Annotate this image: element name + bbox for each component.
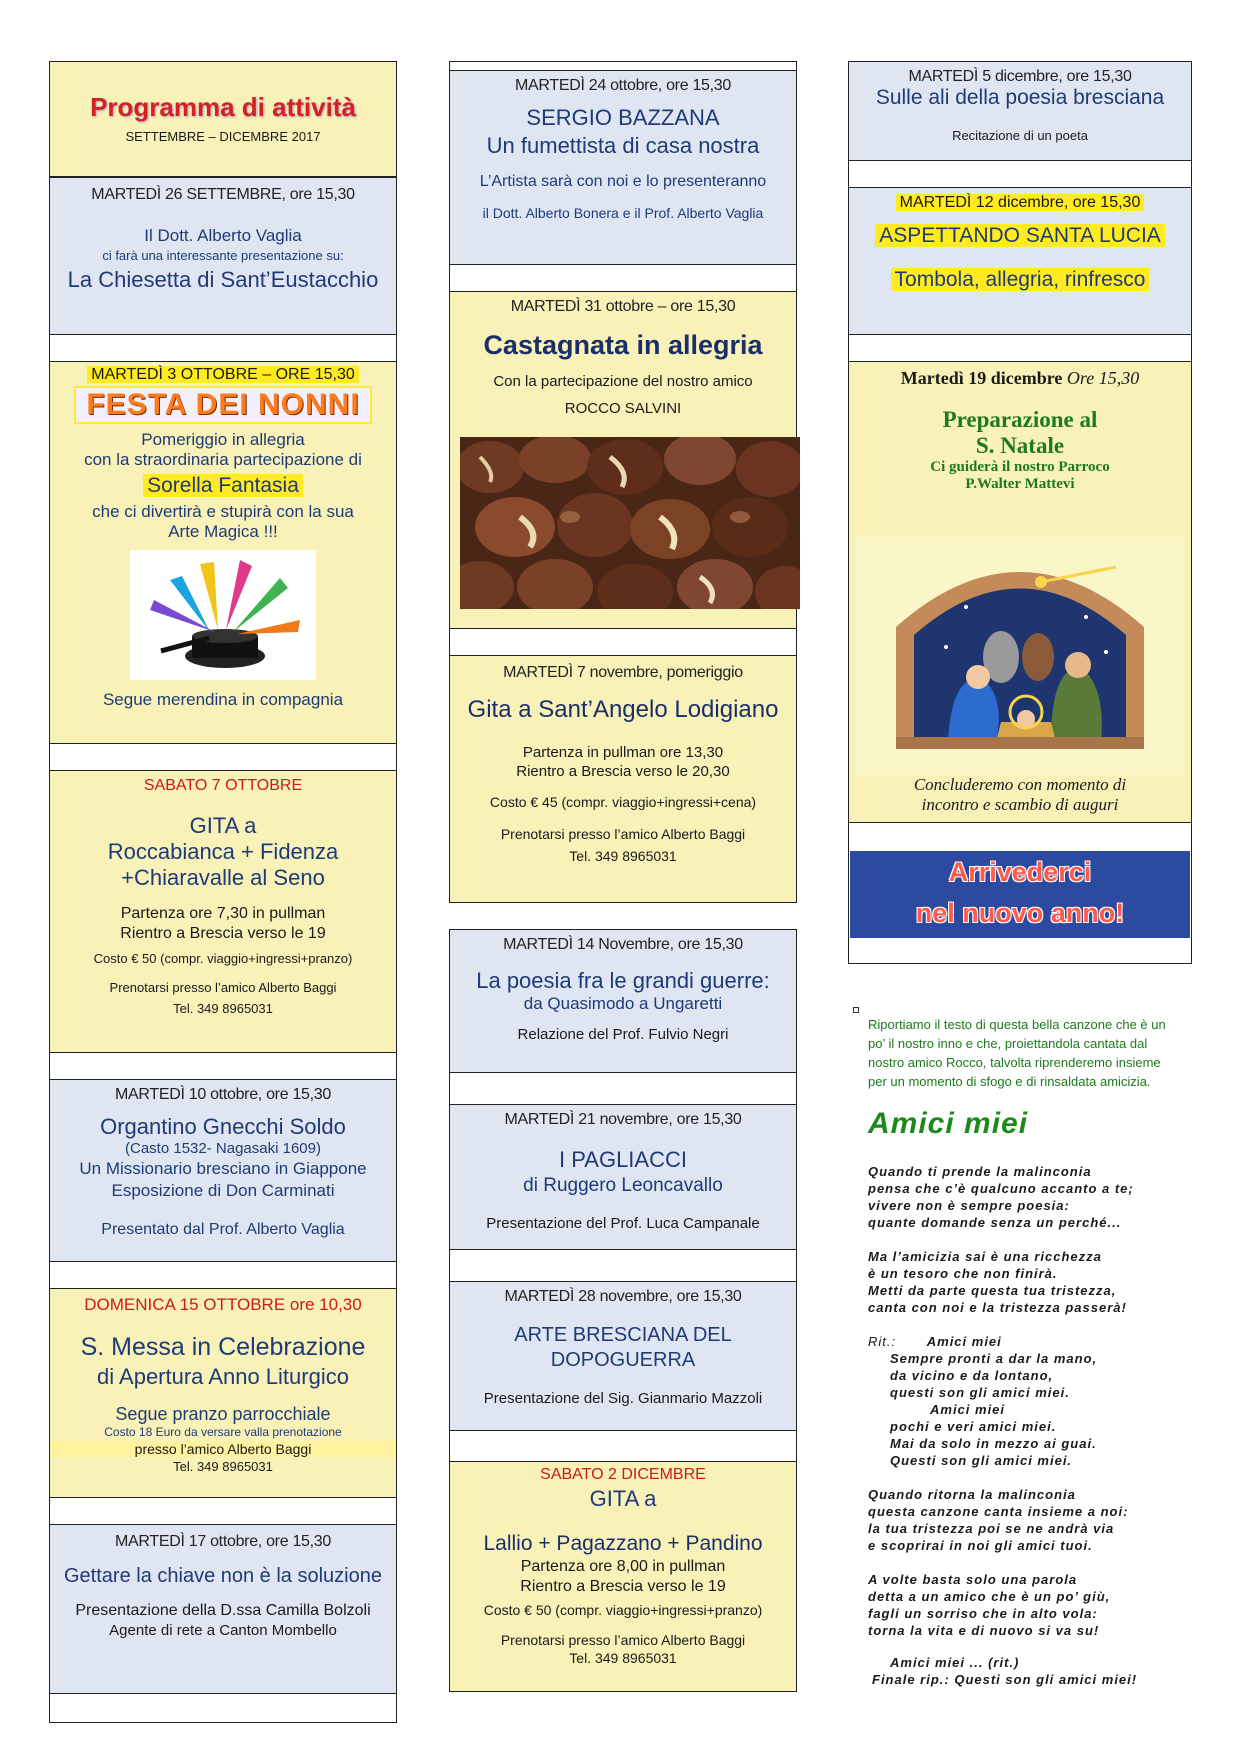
event-date: MARTEDÌ 10 ottobre, ore 15,30 xyxy=(114,1086,331,1103)
lyric-line: pochi e veri amici miei. xyxy=(890,1419,1057,1434)
event-title: +Chiaravalle al Seno xyxy=(121,865,325,890)
lyric-line: e scoprirai in noi gli amici tuoi. xyxy=(868,1538,1093,1553)
event-card xyxy=(449,655,797,903)
event-title: Un fumettista di casa nostra xyxy=(486,133,760,158)
event-date: MARTEDÌ 31 ottobre – ore 15,30 xyxy=(510,298,736,315)
event-title: S. Messa in Celebrazione xyxy=(80,1333,366,1361)
event-text: Con la partecipazione del nostro amico xyxy=(493,373,753,390)
lyric-line: Ma l’amicizia sai è una ricchezza xyxy=(868,1249,1102,1264)
refrain-label: Rit.: xyxy=(868,1334,897,1349)
stanza xyxy=(868,1248,1198,1316)
event-text: Presentazione della D.ssa Camilla Bolzoli xyxy=(75,1602,371,1619)
lyric-line: Sempre pronti a dar la mano, xyxy=(890,1351,1098,1366)
event-date: MARTEDÌ 14 Novembre, ore 15,30 xyxy=(503,936,743,953)
event-card xyxy=(49,177,397,335)
event-date: MARTEDÌ 7 novembre, pomeriggio xyxy=(503,664,743,681)
lyric-line: questi son gli amici miei. xyxy=(890,1385,1070,1400)
bullet-marker xyxy=(853,1007,859,1013)
event-detail: Rientro a Brescia verso le 19 xyxy=(520,1578,726,1595)
event-title: Preparazione al xyxy=(942,407,1098,432)
event-text: il Dott. Alberto Bonera e il Prof. Alberto Vaglia xyxy=(482,205,764,221)
event-title: Gita a Sant’Angelo Lodigiano xyxy=(467,696,779,723)
magic-hat-icon xyxy=(130,550,316,680)
event-subtitle-wrap xyxy=(849,268,1191,292)
event-text: Pomeriggio in allegria xyxy=(141,430,305,449)
event-date: MARTEDÌ 26 SETTEMBRE, ore 15,30 xyxy=(91,186,355,203)
event-text: con la straordinaria partecipazione di xyxy=(84,450,362,469)
stanza xyxy=(868,1163,1198,1231)
event-card xyxy=(449,929,797,1073)
event-text: P.Walter Mattevi xyxy=(965,476,1075,492)
event-text: Un Missionario bresciano in Giappone xyxy=(79,1159,367,1178)
event-title: Roccabianca + Fidenza xyxy=(107,839,339,864)
event-text: Ci guiderà il nostro Parroco xyxy=(930,459,1110,475)
lyric-line: da vicino e da lontano, xyxy=(890,1368,1054,1383)
song-title: Amici miei xyxy=(868,1107,1029,1140)
event-title: Sulle ali della poesia bresciana xyxy=(875,86,1165,109)
event-title: di Apertura Anno Liturgico xyxy=(97,1364,349,1389)
event-date: DOMENICA 15 OTTOBRE ore 10,30 xyxy=(84,1295,362,1314)
event-title: DOPOGUERRA xyxy=(550,1349,696,1371)
guest-name: ROCCO SALVINI xyxy=(564,400,682,417)
guest-name-wrap xyxy=(50,474,396,498)
event-footer: Presentato dal Prof. Alberto Vaglia xyxy=(101,1221,345,1238)
event-text: Il Dott. Alberto Vaglia xyxy=(144,226,302,245)
event-card xyxy=(848,187,1192,335)
event-title: GITA a xyxy=(589,1486,657,1511)
lyric-line: torna la vita e di nuovo si va su! xyxy=(868,1623,1100,1638)
song-intro-line: nostro amico Rocco, talvolta riprenderemo insieme xyxy=(868,1055,1161,1070)
lyric-line: Amici miei ... (rit.) xyxy=(890,1655,1020,1670)
event-text: Relazione del Prof. Fulvio Negri xyxy=(517,1026,729,1043)
phone-number: Tel. 349 8965031 xyxy=(569,1650,677,1666)
song-intro-line: po’ il nostro inno e che, proiettandola cantata dal xyxy=(868,1036,1148,1051)
lyric-line: Amici miei xyxy=(930,1402,1006,1417)
lyric-line: vivere non è sempre poesia: xyxy=(868,1198,1070,1213)
lyric-line: Finale rip.: Questi son gli amici miei! xyxy=(872,1672,1138,1687)
phone-number: Tel. 349 8965031 xyxy=(173,1001,273,1016)
event-text: Costo 18 Euro da versare valla prenotazione xyxy=(104,1425,342,1439)
lyric-line: canta con noi e la tristezza passerà! xyxy=(868,1300,1127,1315)
guest-name: Sorella Fantasia xyxy=(143,474,303,497)
chestnuts-icon xyxy=(460,437,800,609)
event-text: Arte Magica !!! xyxy=(168,522,278,541)
event-title: I PAGLIACCI xyxy=(559,1147,687,1172)
event-card xyxy=(49,1288,397,1498)
event-card xyxy=(49,770,397,1053)
event-subtitle: Tombola, allegria, rinfresco xyxy=(891,268,1150,291)
event-title: Castagnata in allegria xyxy=(483,330,763,360)
event-date-day: Martedì 19 dicembre xyxy=(900,368,1063,388)
lyric-line xyxy=(868,1333,1198,1350)
lyric-line: pensa che c’è qualcuno accanto a te; xyxy=(868,1181,1134,1196)
nativity-image xyxy=(856,537,1184,775)
event-text: L’Artista sarà con noi e lo presenteranno xyxy=(479,173,767,190)
song-ending xyxy=(868,1654,1198,1688)
event-title: SERGIO BAZZANA xyxy=(526,105,720,130)
event-title: ASPETTANDO SANTA LUCIA xyxy=(875,224,1165,247)
event-title: La poesia fra le grandi guerre: xyxy=(476,968,770,993)
event-date: MARTEDÌ 21 novembre, ore 15,30 xyxy=(504,1111,742,1128)
event-title: Organtino Gnecchi Soldo xyxy=(100,1114,346,1139)
event-card xyxy=(848,61,1192,161)
event-date: SABATO 7 OTTOBRE xyxy=(143,777,303,794)
lyric-line: A volte basta solo una parola xyxy=(868,1572,1078,1587)
event-text: che ci divertirà e stupirà con la sua xyxy=(92,502,354,521)
event-card xyxy=(49,1524,397,1694)
event-footer-line: Concluderemo con momento di xyxy=(913,775,1127,794)
song-intro-line: Riportiamo il testo di questa bella canzone che è un xyxy=(868,1017,1166,1032)
event-date xyxy=(849,194,1191,212)
event-detail: Partenza ore 7,30 in pullman xyxy=(120,905,326,922)
event-card xyxy=(449,1104,797,1250)
lyric-line: è un tesoro che non finirà. xyxy=(868,1266,1058,1281)
event-date xyxy=(50,366,396,384)
event-date: MARTEDÌ 5 dicembre, ore 15,30 xyxy=(908,68,1132,85)
event-date: SABATO 2 DICEMBRE xyxy=(540,1466,706,1483)
nativity-icon xyxy=(856,537,1184,775)
lyric-line: quante domande senza un perché... xyxy=(868,1215,1122,1230)
event-card xyxy=(449,70,797,265)
event-card xyxy=(449,1461,797,1692)
refrain-first: Amici miei xyxy=(926,1334,1002,1349)
event-date-text: MARTEDÌ 3 OTTOBRE – ORE 15,30 xyxy=(87,366,359,383)
booking-info: Prenotarsi presso l’amico Alberto Baggi xyxy=(500,1632,746,1648)
event-title: Gettare la chiave non è la soluzione xyxy=(64,1565,382,1587)
lyric-line: questa canzone canta insieme a noi: xyxy=(868,1504,1129,1519)
event-detail: Rientro a Brescia verso le 19 xyxy=(120,925,326,942)
event-cost: Costo € 45 (compr. viaggio+ingressi+cena) xyxy=(489,794,757,810)
page-subtitle: SETTEMBRE – DICEMBRE 2017 xyxy=(125,129,321,144)
program-header xyxy=(49,61,397,177)
lyric-line: fagli un sorriso che in alto vola: xyxy=(868,1606,1098,1621)
lyric-line: Questi son gli amici miei. xyxy=(890,1453,1073,1468)
magic-hat-image xyxy=(130,550,316,680)
lyric-line: Mai da solo in mezzo ai guai. xyxy=(890,1436,1097,1451)
event-text: Recitazione di un poeta xyxy=(952,128,1088,143)
event-text: Esposizione di Don Carminati xyxy=(111,1181,335,1200)
event-footer-line: incontro e scambio di auguri xyxy=(921,795,1119,814)
event-cost: Costo € 50 (compr. viaggio+ingressi+pranzo) xyxy=(483,1602,763,1618)
event-title-wrap xyxy=(849,224,1191,248)
event-title: ARTE BRESCIANA DEL xyxy=(514,1324,732,1346)
event-subtitle: da Quasimodo a Ungaretti xyxy=(523,994,723,1013)
event-date xyxy=(849,368,1191,389)
lyric-line: Quando ritorna la malinconia xyxy=(868,1487,1076,1502)
farewell-line: nel nuovo anno! xyxy=(915,898,1125,928)
event-title-wrap xyxy=(50,386,396,424)
event-footer xyxy=(848,775,1192,823)
event-text: Segue pranzo parrocchiale xyxy=(115,1404,331,1424)
farewell-banner xyxy=(850,851,1190,938)
lyric-line: Metti da parte questa tua tristezza, xyxy=(868,1283,1117,1298)
song-intro xyxy=(868,1015,1204,1091)
stanza xyxy=(868,1571,1198,1639)
event-title: La Chiesetta di Sant’Eustacchio xyxy=(67,267,379,292)
event-card xyxy=(49,1079,397,1262)
booking-info: Prenotarsi presso l’amico Alberto Baggi xyxy=(500,826,746,842)
page-title: Programma di attività xyxy=(90,92,356,122)
phone-number: Tel. 349 8965031 xyxy=(173,1459,273,1474)
lyric-line: detta a un amico che è un po’ giù, xyxy=(868,1589,1111,1604)
event-detail: Partenza in pullman ore 13,30 xyxy=(522,744,724,761)
event-text: ci farà una interessante presentazione su: xyxy=(102,248,344,263)
stanza xyxy=(868,1486,1198,1554)
event-date: MARTEDÌ 24 ottobre, ore 15,30 xyxy=(514,77,731,94)
event-date-time: Ore 15,30 xyxy=(1066,368,1140,388)
event-text: (Casto 1532- Nagasaki 1609) xyxy=(125,1140,321,1157)
song-intro-line: per un momento di sfogo e di rinsaldata amicizia. xyxy=(868,1074,1151,1089)
event-text: Presentazione del Sig. Gianmario Mazzoli xyxy=(483,1390,763,1407)
event-text: Presentazione del Prof. Luca Campanale xyxy=(486,1215,760,1232)
farewell-line: Arrivederci xyxy=(948,857,1092,887)
chestnuts-image xyxy=(460,437,800,609)
event-title: GITA a xyxy=(189,813,257,838)
event-footer: Segue merendina in compagnia xyxy=(102,690,344,709)
event-text: Agente di rete a Canton Mombello xyxy=(109,1622,337,1639)
lyric-line: la tua tristezza poi se ne andrà via xyxy=(868,1521,1115,1536)
event-detail: Partenza ore 8,00 in pullman xyxy=(520,1558,726,1575)
event-subtitle: di Ruggero Leoncavallo xyxy=(523,1175,723,1196)
event-cost: Costo € 50 (compr. viaggio+ingressi+pranzo) xyxy=(93,951,353,966)
event-title: S. Natale xyxy=(975,433,1065,458)
refrain xyxy=(868,1333,1198,1469)
event-date-text: MARTEDÌ 12 dicembre, ore 15,30 xyxy=(896,194,1145,211)
event-title: Lallio + Pagazzano + Pandino xyxy=(483,1532,763,1555)
event-date: MARTEDÌ 17 ottobre, ore 15,30 xyxy=(114,1533,331,1550)
song-lyrics xyxy=(868,1163,1198,1688)
phone-number: Tel. 349 8965031 xyxy=(569,848,677,864)
lyric-line: Quando ti prende la malinconia xyxy=(868,1164,1092,1179)
event-detail: Rientro a Brescia verso le 20,30 xyxy=(516,763,730,780)
event-title: FESTA DEI NONNI xyxy=(74,386,371,424)
booking-info: Prenotarsi presso l’amico Alberto Baggi xyxy=(109,980,337,995)
booking-info: presso l’amico Alberto Baggi xyxy=(50,1441,396,1457)
event-card xyxy=(49,361,397,744)
event-card xyxy=(449,1281,797,1431)
event-date: MARTEDÌ 28 novembre, ore 15,30 xyxy=(504,1288,742,1305)
